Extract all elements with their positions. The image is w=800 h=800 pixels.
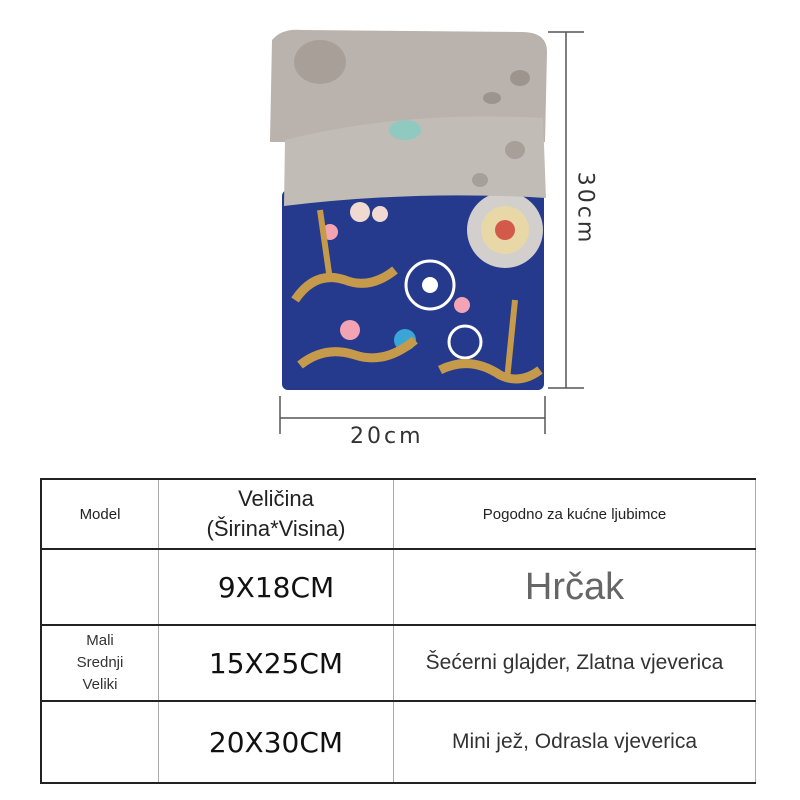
model-cell-empty (41, 701, 159, 783)
header-size-line2: (Širina*Visina) (206, 516, 346, 541)
model-label-medium: Srednji (76, 654, 124, 671)
table-row (41, 625, 756, 701)
size-cell: 9X18CM (159, 549, 394, 625)
model-cell-empty (41, 549, 159, 625)
width-dimension-label: 20cm (350, 424, 424, 449)
model-cell (41, 625, 159, 701)
pets-cell: Hrčak (394, 549, 756, 625)
size-cell: 20X30CM (159, 701, 394, 783)
table-row (41, 701, 756, 783)
pets-cell: Šećerni glajder, Zlatna vjeverica (394, 625, 756, 701)
pets-cell: Mini jež, Odrasla vjeverica (394, 701, 756, 783)
model-label-small: Mali (86, 632, 114, 649)
height-dimension-label: 30cm (572, 171, 598, 246)
pet-sleeping-bag-illustration (270, 30, 547, 390)
table-header-row (41, 479, 756, 549)
header-size-line1: Veličina (238, 486, 314, 511)
model-label-large: Veliki (82, 676, 118, 693)
size-cell: 15X25CM (159, 625, 394, 701)
table-row (41, 549, 756, 625)
header-size (159, 479, 394, 549)
header-model: Model (41, 479, 159, 549)
header-suitable: Pogodno za kućne ljubimce (394, 479, 756, 549)
size-table (40, 478, 756, 784)
